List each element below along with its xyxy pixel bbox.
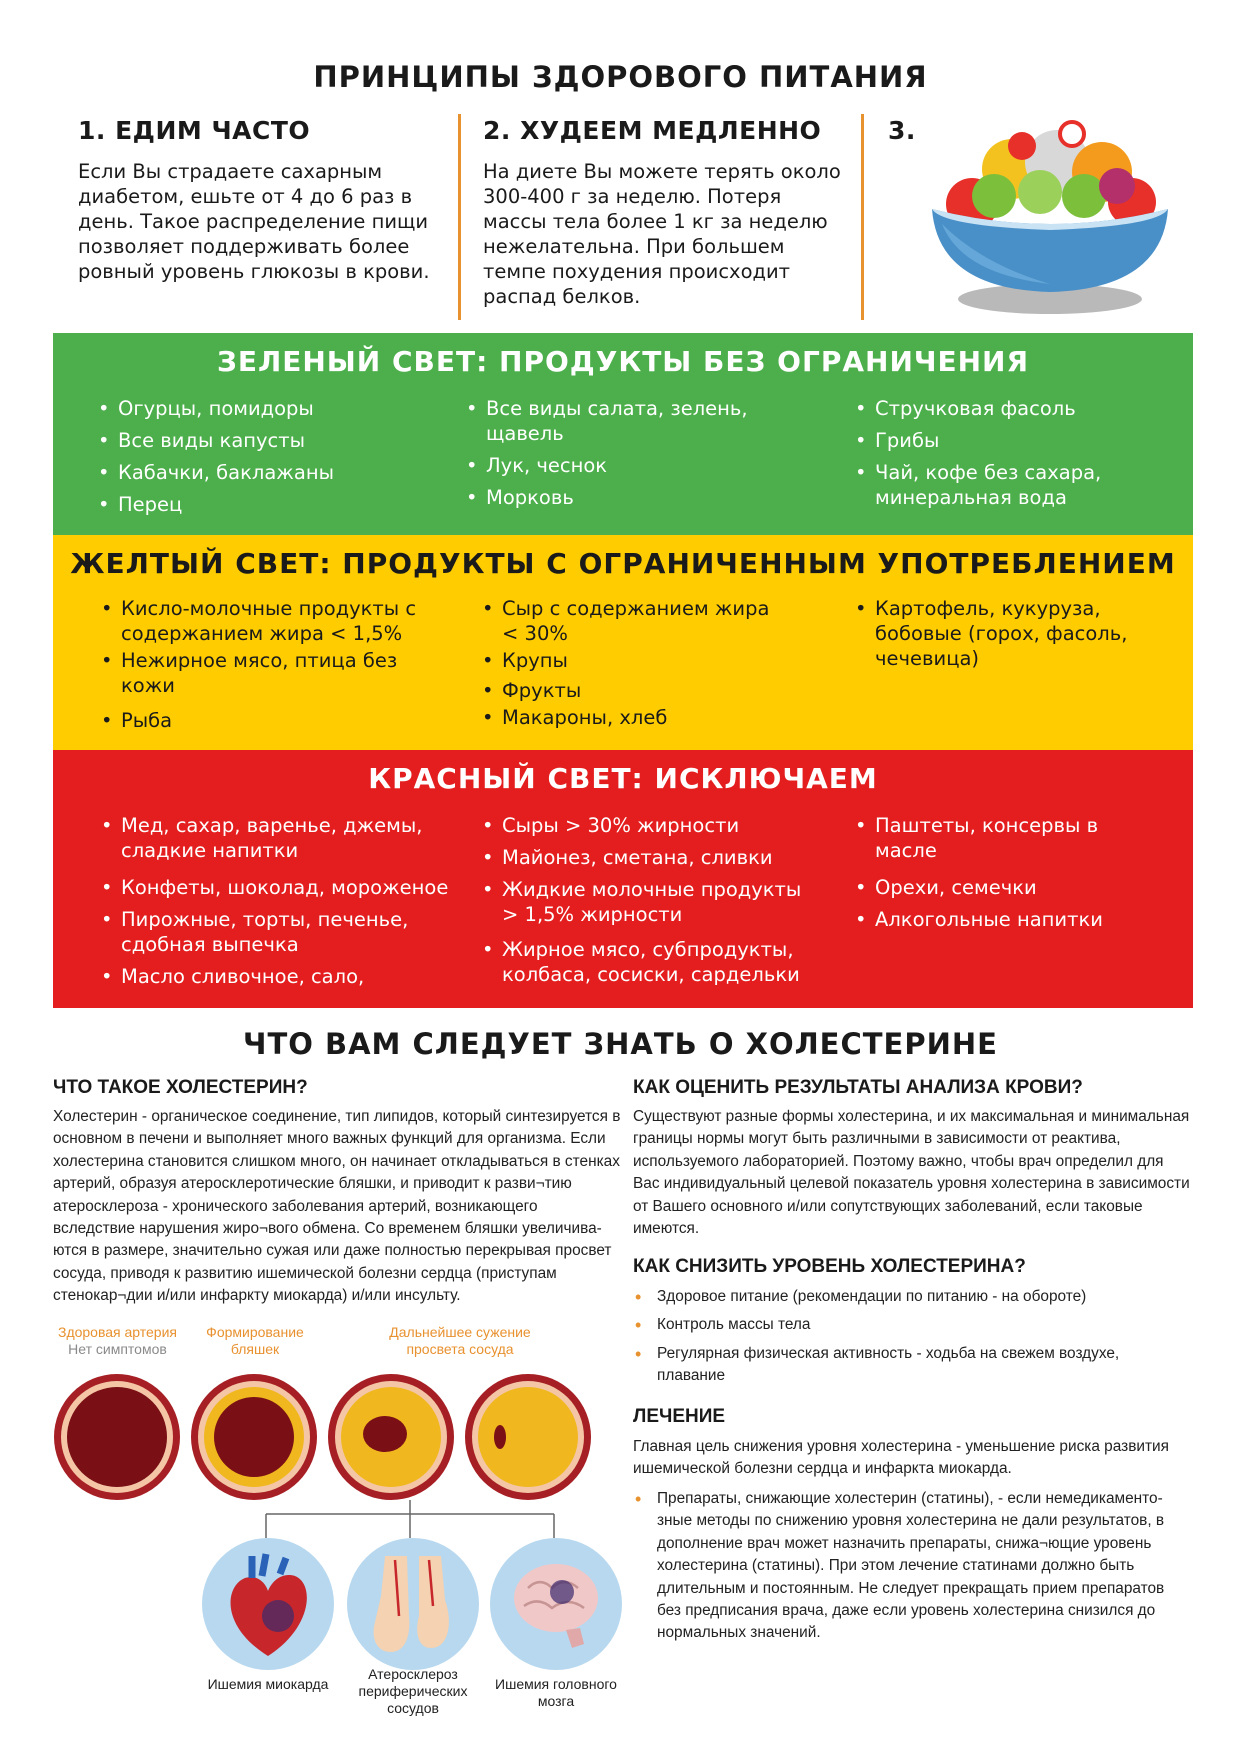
artery-blocked-icon [465,1374,591,1500]
list-item: • Макароны, хлеб [480,705,770,730]
principle-1-text: Если Вы страдаете сахарным диабетом, ешьте от 4 до 6 раз в день. Такое распределение пищи позволяет поддерживать более ровный уровень глюкозы в крови. [78,160,430,283]
red-title: КРАСНЫЙ СВЕТ: ИСКЛЮЧАЕМ [368,762,878,795]
red-list-2 [480,813,810,987]
list-item: • Орехи, семечки [853,875,1153,900]
evaluate-text: Существуют разные формы холестерина, и их максимальная и минимальная границы нормы могут быть различными в зависимости от реактива, используемого лабораторией. Поэтому важно, чтобы врач определил для Вас индивидуальный целевой показатель уровня холестерина в зависимости от Вашего основного и/или сопутствующих заболеваний, если таковые имеются. [633,1108,1190,1238]
evaluate-heading: КАК ОЦЕНИТЬ РЕЗУЛЬТАТЫ АНАЛИЗА КРОВИ? [633,1077,1083,1098]
list-item: • Препараты, снижающие холестерин (статины), - если немедикаментозные методы по снижению уровня холестерина не дали результатов, в дополнение врач может назначить препараты, снижа¬ющие уровень холестерина (статины). При этом лечение статинами должно быть длительным и постоянным. Не следует прекращать прием препаратов без предписания врача, даже если уровень холестерина снизился до нормальных значений. [633,1488,1191,1645]
list-item: • Кисло-молочные продукты с содержанием жира < 1,5% [99,596,439,646]
yellow-light-section [53,535,1193,750]
yellow-title: ЖЕЛТЫЙ СВЕТ: ПРОДУКТЫ С ОГРАНИЧЕННЫМ УПОТРЕБЛЕНИЕМ [70,547,1176,580]
list-item: • Пирожные, торты, печенье, сдобная выпечка [99,907,469,957]
list-item: • Фрукты [480,678,770,703]
red-list-1 [99,813,469,989]
principle-3-title: 3. [888,116,916,145]
green-list-3 [853,396,1173,510]
list-item: • Стручковая фасоль [853,396,1173,421]
list-item: • Все виды салата, зелень, щавель [464,396,804,446]
artery-plaque-icon [191,1374,317,1500]
yellow-list-2 [480,596,770,730]
list-item: • Масло сливочное, сало, [99,964,469,989]
list-item: • Рыба [99,708,439,733]
list-item: • Майонез, сметана, сливки [480,845,810,870]
divider-2 [861,114,864,320]
list-item: • Морковь [464,485,804,510]
plaque-forming-label: Формирование бляшек [206,1324,304,1357]
page-title: ПРИНЦИПЫ ЗДОРОВОГО ПИТАНИЯ [313,60,928,94]
what-is-heading: ЧТО ТАКОЕ ХОЛЕСТЕРИН? [53,1077,308,1098]
red-light-section [53,750,1193,1008]
divider-1 [458,114,461,320]
list-item: • Сыры > 30% жирности [480,813,810,838]
treatment-heading: ЛЕЧЕНИЕ [633,1406,726,1427]
principle-2 [483,116,848,309]
feet-icon [345,1536,481,1672]
healthy-artery-label: Здоровая артерия [57,1324,177,1340]
artery-label-1 [50,1324,185,1358]
organ-label-3: Ишемия головного мозга [495,1676,617,1709]
list-item: • Нежирное мясо, птица без кожи [99,648,439,698]
list-item: • Жидкие молочные продукты > 1,5% жирности [480,877,810,927]
principle-3 [888,116,916,159]
list-item: • Крупы [480,648,770,673]
list-item: • Жирное мясо, субпродукты, колбаса, сосиски, сардельки [480,937,810,987]
list-item: • Перец [96,492,436,517]
list-item: • Чай, кофе без сахара, минеральная вода [853,460,1173,510]
green-light-section [53,333,1193,535]
list-item: • Все виды капусты [96,428,436,453]
principle-1 [78,116,443,284]
narrowing-label: Дальнейшее сужение просвета сосуда [389,1324,531,1357]
lower-list [633,1286,1191,1394]
organ-label-1: Ишемия миокарда [207,1676,329,1692]
lower-heading: КАК СНИЗИТЬ УРОВЕНЬ ХОЛЕСТЕРИНА? [633,1256,1026,1277]
list-item: • Огурцы, помидоры [96,396,436,421]
list-item: • Картофель, кукуруза, бобовые (горох, фасоль, чечевица) [853,596,1128,671]
organ-label-2: Атеросклероз периферических сосудов [358,1666,468,1716]
artery-healthy-icon [54,1374,180,1500]
list-item: • Мед, сахар, варенье, джемы, сладкие напитки [99,813,469,863]
principle-2-title: 2. ХУДЕЕМ МЕДЛЕННО [483,116,822,145]
brain-icon [488,1536,624,1672]
list-item: • Контроль массы тела [633,1314,1191,1336]
connector-lines [250,1500,560,1540]
principle-2-text: На диете Вы можете терять около 300-400 г за неделю. Потеря массы тела более 1 кг за неделю нежелательна. При большем темпе похудения происходит распад белков. [483,160,841,308]
no-symptoms-label: Нет симптомов [68,1341,167,1357]
list-item: • Конфеты, шоколад, мороженое [99,875,469,900]
list-item: • Грибы [853,428,1173,453]
green-title: ЗЕЛЕНЫЙ СВЕТ: ПРОДУКТЫ БЕЗ ОГРАНИЧЕНИЯ [216,345,1030,378]
list-item: • Здоровое питание (рекомендации по питанию - на обороте) [633,1286,1191,1308]
cholesterol-section-title: ЧТО ВАМ СЛЕДУЕТ ЗНАТЬ О ХОЛЕСТЕРИНЕ [243,1027,998,1061]
red-list-3 [853,813,1153,932]
treatment-list [633,1488,1191,1651]
artery-narrowing-icon [328,1374,454,1500]
what-is-text: Холестерин - органическое соединение, тип липидов, который синтезируется в основном в печени и выполняет много важных функций для организма. Если холестерина становится слишком много, он начинает откладываться в стенках артерий, образуя атеросклеротические бляшки, и приводит к разви¬тию атеросклероза - хронического заболевания артерий, возникающего вследствие нарушения жиро¬вого обмена. Со временем бляшки увеличиваются в размере, значительно сужая или даже полностью перекрывая просвет сосуда, приводя к развитию ишемической болезни сердца (приступам стенокар¬дии и/или инфаркту миокарда) и/или инсульту. [53,1108,621,1305]
list-item: • Регулярная физическая активность - ходьба на свежем воздухе, плавание [633,1343,1191,1388]
salad-bowl-icon [922,114,1172,319]
principle-1-title: 1. ЕДИМ ЧАСТО [78,116,311,145]
green-list-2 [464,396,804,510]
yellow-list-3 [853,596,1128,671]
list-item: • Алкогольные напитки [853,907,1153,932]
list-item: • Паштеты, консервы в масле [853,813,1153,863]
artery-stages-illustration [50,1372,610,1502]
treatment-text: Главная цель снижения уровня холестерина - уменьшение риска развития ишемической болезни сердца и инфаркта миокарда. [633,1438,1169,1478]
yellow-list-1 [99,596,439,733]
list-item: • Кабачки, баклажаны [96,460,436,485]
list-item: • Лук, чеснок [464,453,804,478]
heart-icon [200,1536,336,1672]
list-item: • Сыр с содержанием жира < 30% [480,596,770,646]
green-list-1 [96,396,436,517]
